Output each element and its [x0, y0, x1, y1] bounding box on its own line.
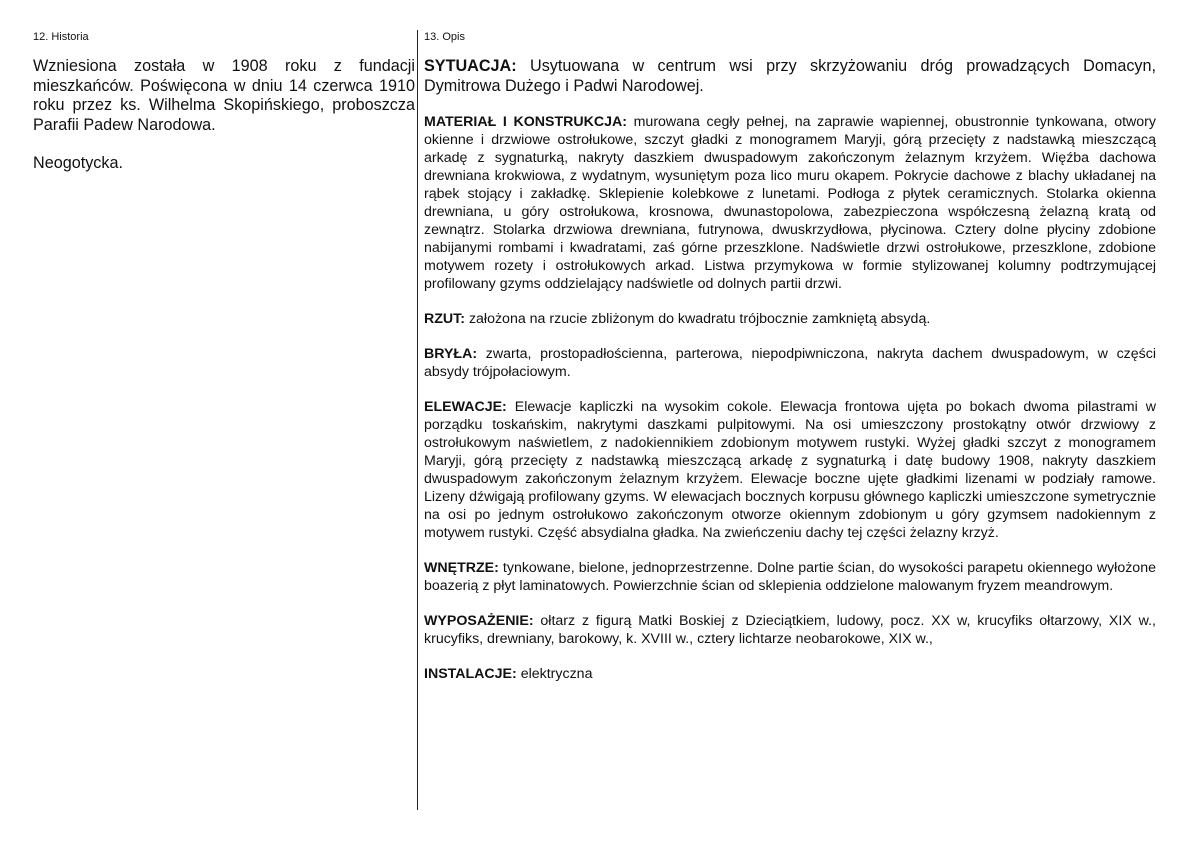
section-material — [424, 113, 1156, 293]
section-text: elektryczna — [520, 666, 593, 682]
column-divider — [417, 30, 418, 810]
section-text: zwarta, prostopadłościenna, parterowa, niepodpiwniczona, nakryta dachem dwuspadowym, w części absydy trójpołaciowym. — [424, 346, 1156, 380]
section-text: murowana cegły pełnej, na zaprawie wapiennej, obustronnie tynkowana, otwory okienne i drzwiowe ostrołukowe, szczyt gładki z monogramem Maryji, górą przecięty z nadstawką mieszczącą arkadę z sygnaturką, nakryty daszkiem dwuspadowym zakończonym żelaznym krzyżem. Więźba dachowa drewniana krokwiowa, z wydatnym, wysuniętym poza lico muru okapem. Pokrycie dachowe z blachy układanej na rąbek stojący i zakładkę. Sklepienie kolebkowe z lunetami. Podłoga z płytek ceramicznych. Stolarka okienna drewniana, u góry ostrołukowa, krosnowa, dwunastopolowa, zabezpieczona współczesną żelazną kratą od zewnątrz. Stolarka drzwiowa drewniana, futrynowa, dwuskrzydłowa, płycinowa. Cztery dolne płyciny zdobione nabijanymi rombami i kwadratami, zaś górne przeszklone. Nadświetle drzwi ostrołukowe, przeszklone, zdobione motywem rozety i ostrołukowych arkad. Listwa przymykowa w formie stylizowanej kolumny podtrzymującej profilowany gzyms oddzielający nadświetle od dolnych partii drzwi. — [424, 114, 1156, 292]
section-sytuacja — [424, 57, 1156, 96]
section-text: Elewacje kapliczki na wysokim cokole. Elewacja frontowa ujęta po bokach dwoma pilastrami w porządku toskańskim, nakrytymi daszkami pulpitowymi. Na osi umieszczony prostokątny otwór drzwiowy z ostrołukowym naświetlem, z nadokiennikiem zdobionym motywem rustyki. Wyżej gładki szczyt z monogramem Maryji, górą przecięty z nadstawką mieszczącą arkadę z sygnaturką i datę budowy 1908, nakryty daszkiem dwuspadowym zakończonym żelaznym krzyżem. Elewacje boczne ujęte gładkimi lizenami w podziały ramowe. Lizeny dźwigają profilowany gzyms. W elewacjach bocznych korpusu głównego kapliczki umieszczone symetrycznie na osi po jednym ostrołukowo zakończonym otworze okiennym zdobionym u góry gzymsem nadokiennym z motywem rustyki. Część absydialna gładka. Na zwieńczeniu dachy tej części żelazny krzyż. — [424, 399, 1156, 541]
historia-text: Wzniesiona została w 1908 roku z fundacji mieszkańców. Poświęcona w dniu 14 czerwca 1910 roku przez ks. Wilhelma Skopińskiego, proboszcza Parafii Padew Narodowa. — [33, 57, 415, 134]
opis-column — [424, 30, 1156, 700]
section-text: tynkowane, bielone, jednoprzestrzenne. Dolne partie ścian, do wysokości parapetu okiennego wyłożone boazerią z płyt laminatowych. Powierzchnie ścian od sklepienia oddzielone malowanym fryzem meandrowym. — [424, 560, 1156, 594]
opis-label: 13. Opis — [424, 31, 465, 43]
section-heading: BRYŁA: — [424, 346, 478, 362]
section-wyposazenie — [424, 612, 1156, 648]
section-text: ołtarz z figurą Matki Boskiej z Dzieciątkiem, ludowy, pocz. XX w, krucyfiks ołtarzowy, XIX w., krucyfiks, drewniany, barokowy, k. XVIII w., cztery lichtarze neobarokowe, XIX w., — [424, 613, 1156, 647]
section-heading: SYTUACJA: — [424, 57, 517, 75]
section-heading: ELEWACJE: — [424, 399, 507, 415]
style-text: Neogotycka. — [33, 154, 123, 172]
section-heading: WNĘTRZE: — [424, 560, 499, 576]
section-heading: RZUT: — [424, 311, 465, 327]
section-text: założona na rzucie zbliżonym do kwadratu trójbocznie zamkniętą absydą. — [468, 311, 931, 327]
section-instalacje — [424, 665, 1156, 683]
section-heading: WYPOSAŻENIE: — [424, 613, 534, 629]
section-rzut — [424, 310, 1156, 328]
section-wnetrze — [424, 559, 1156, 595]
historia-column — [33, 30, 415, 174]
section-bryla — [424, 345, 1156, 381]
section-elewacje — [424, 398, 1156, 542]
historia-label: 12. Historia — [33, 31, 89, 43]
section-heading: MATERIAŁ I KONSTRUKCJA: — [424, 114, 627, 130]
section-text: Usytuowana w centrum wsi przy skrzyżowaniu dróg prowadzących Domacyn, Dymitrowa Dużego i Padwi Narodowej. — [424, 57, 1157, 95]
section-heading: INSTALACJE: — [424, 666, 517, 682]
